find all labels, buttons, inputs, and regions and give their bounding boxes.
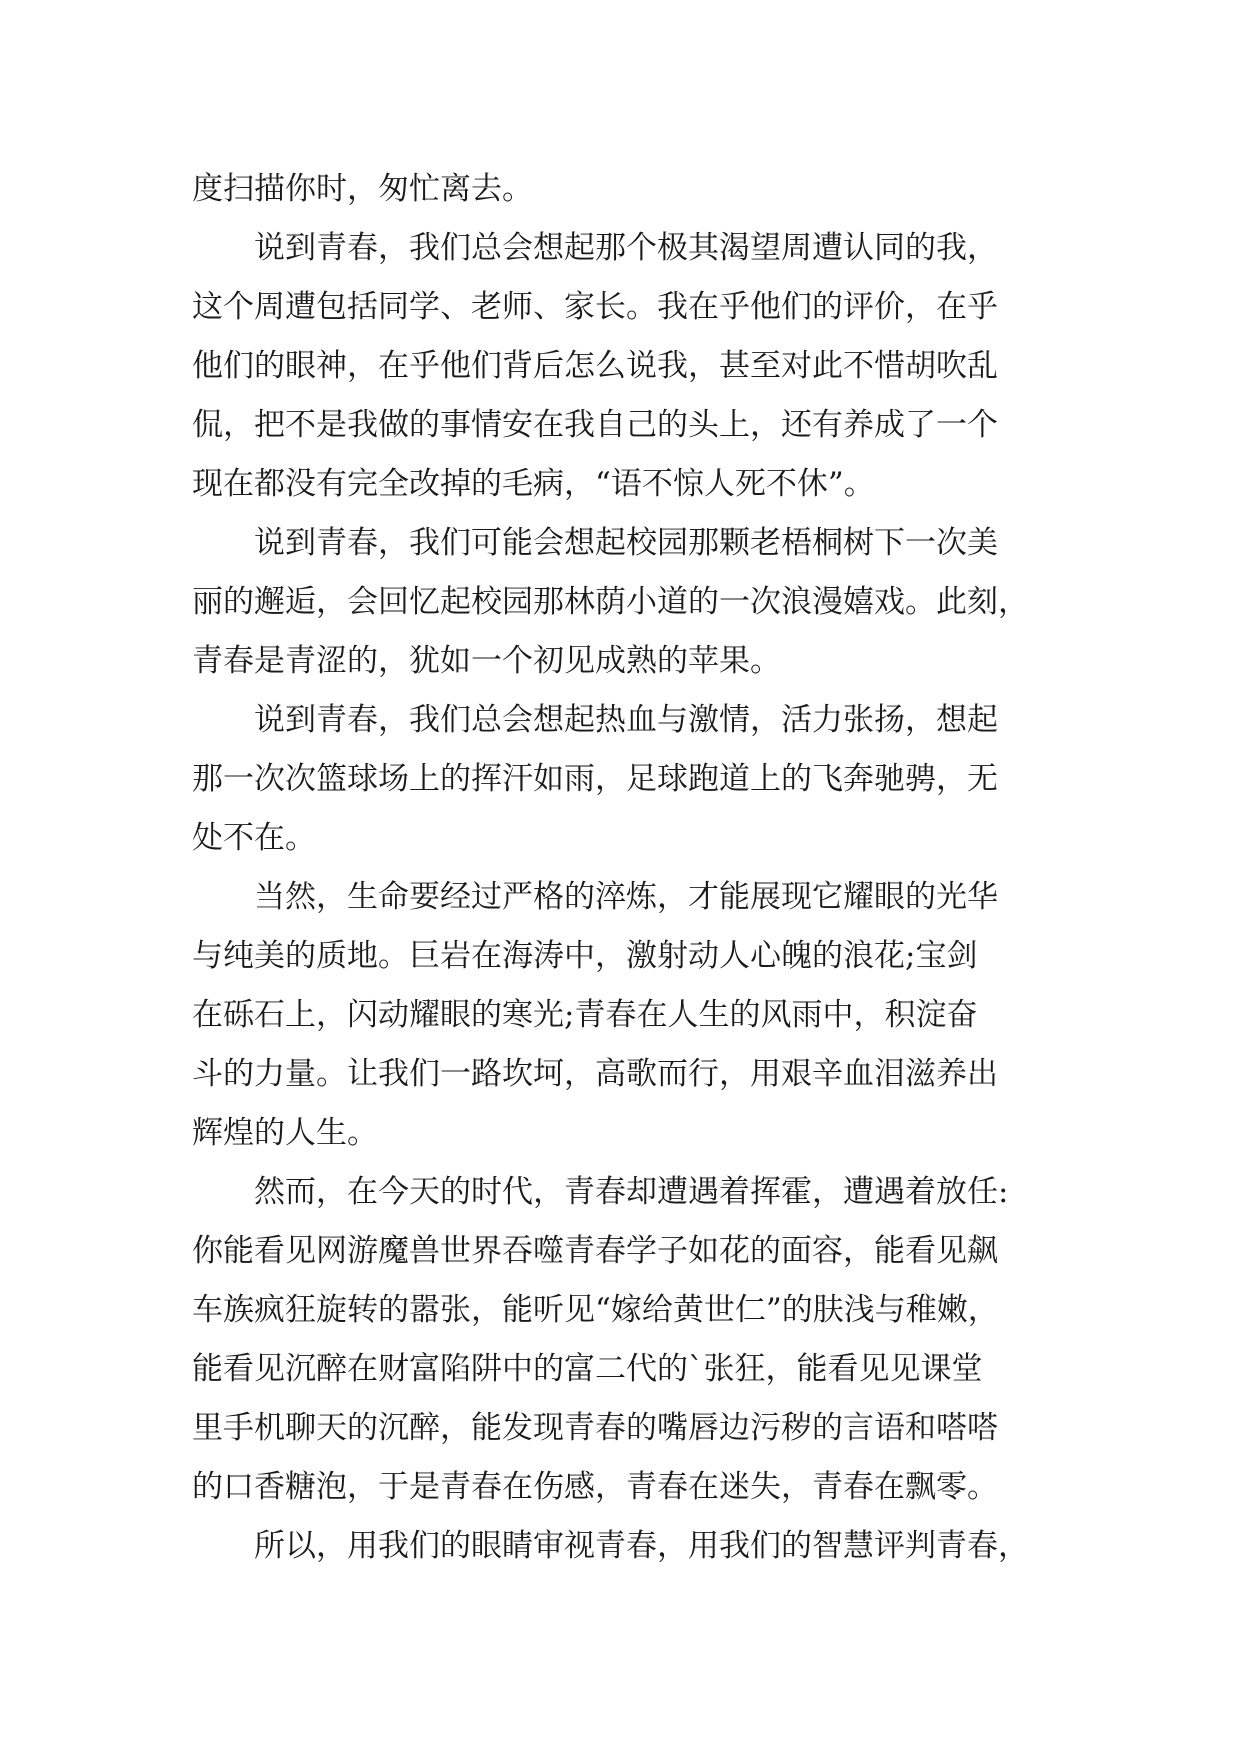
text-line: 所以，用我们的眼睛审视青春，用我们的智慧评判青春，: [254, 1528, 1029, 1564]
text-line: 说到青春，我们总会想起热血与激情，活力张扬，想起: [254, 702, 998, 738]
text-line: 然而，在今天的时代，青春却遭遇着挥霍，遭遇着放任:: [254, 1174, 1009, 1210]
text-line: 现在都没有完全改掉的毛病，“语不惊人死不休”。: [192, 466, 875, 502]
text-line: 丽的邂逅，会回忆起校园那林荫小道的一次浪漫嬉戏。此刻，: [192, 584, 1029, 620]
body-text: [192, 160, 1072, 1576]
text-line: 青春是青涩的，犹如一个初见成熟的苹果。: [192, 643, 781, 679]
text-line: 里手机聊天的沉醉，能发现青春的嘴唇边污秽的言语和嗒嗒: [192, 1410, 998, 1446]
text-line: 说到青春，我们总会想起那个极其渴望周遭认同的我，: [254, 230, 998, 266]
text-line: 说到青春，我们可能会想起校园那颗老梧桐树下一次美: [254, 525, 998, 561]
text-line: 斗的力量。让我们一路坎坷，高歌而行，用艰辛血泪滋养出: [192, 1056, 998, 1092]
text-line: 侃，把不是我做的事情安在我自己的头上，还有养成了一个: [192, 407, 998, 443]
text-line: 的口香糖泡，于是青春在伤感，青春在迷失，青春在飘零。: [192, 1469, 998, 1505]
text-line: 能看见沉醉在财富陷阱中的富二代的`张狂，能看见见课堂: [192, 1351, 983, 1387]
text-line: 这个周遭包括同学、老师、家长。我在乎他们的评价，在乎: [192, 289, 998, 325]
text-line: 那一次次篮球场上的挥汗如雨，足球跑道上的飞奔驰骋，无: [192, 761, 998, 797]
text-line: 他们的眼神，在乎他们背后怎么说我，甚至对此不惜胡吹乱: [192, 348, 998, 384]
text-line: 当然，生命要经过严格的淬炼，才能展现它耀眼的光华: [254, 879, 998, 915]
text-line: 度扫描你时，匆忙离去。: [192, 171, 533, 207]
text-line: 与纯美的质地。巨岩在海涛中，激射动人心魄的浪花;宝剑: [192, 938, 978, 974]
text-line: 在砾石上，闪动耀眼的寒光;青春在人生的风雨中，积淀奋: [192, 997, 978, 1033]
text-line: 处不在。: [192, 820, 316, 856]
text-line: 车族疯狂旋转的嚣张，能听见“嫁给黄世仁”的肤浅与稚嫩，: [192, 1292, 999, 1328]
text-line: 你能看见网游魔兽世界吞噬青春学子如花的面容，能看见飙: [192, 1233, 998, 1269]
text-line: 辉煌的人生。: [192, 1115, 378, 1151]
